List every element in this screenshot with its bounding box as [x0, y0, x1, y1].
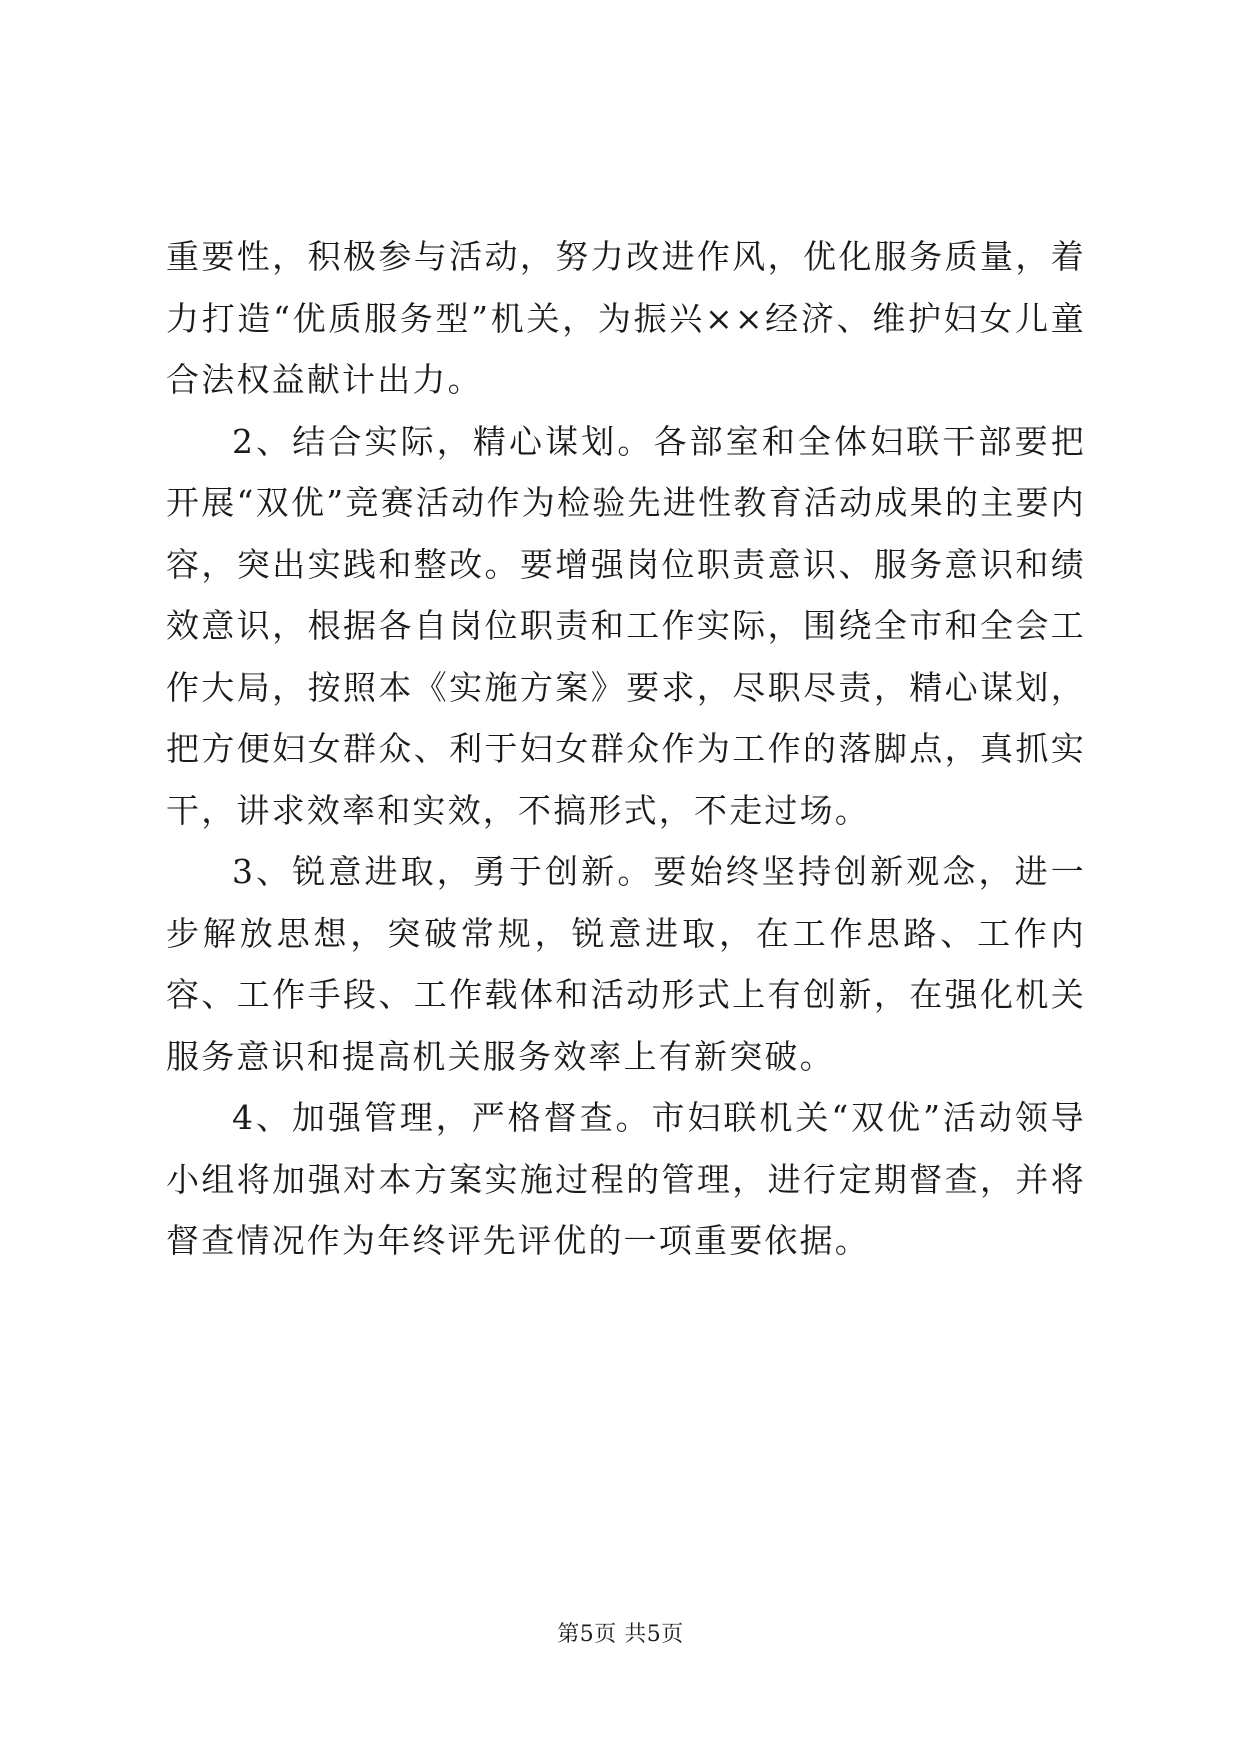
page-footer: 第5页 共5页: [557, 1622, 684, 1647]
paragraph-item-2: 2、结合实际，精心谋划。各部室和全体妇联干部要把开展“双优”竞赛活动作为检验先进性教育活动成果的主要内容，突出实践和整改。要增强岗位职责意识、服务意识和绩效意识，根据各自岗位职责和工作实际，围绕全市和全会工作大局，按照本《实施方案》要求，尽职尽责，精心谋划，把方便妇女群众、利于妇女群众作为工作的落脚点，真抓实干，讲求效率和实效，不搞形式，不走过场。: [166, 421, 1086, 830]
document-body: [166, 226, 1086, 1272]
paragraph-item-3: 3、锐意进取，勇于创新。要始终坚持创新观念，进一步解放思想，突破常规，锐意进取，在工作思路、工作内容、工作手段、工作载体和活动形式上有创新，在强化机关服务意识和提高机关服务效率上有新突破。: [166, 852, 1086, 1076]
paragraph-continuation: 重要性，积极参与活动，努力改进作风，优化服务质量，着力打造“优质服务型”机关，为振兴××经济、维护妇女儿童合法权益献计出力。: [166, 237, 1086, 399]
paragraph-item-4: 4、加强管理，严格督查。市妇联机关“双优”活动领导小组将加强对本方案实施过程的管理，进行定期督查，并将督查情况作为年终评先评优的一项重要依据。: [166, 1098, 1086, 1260]
